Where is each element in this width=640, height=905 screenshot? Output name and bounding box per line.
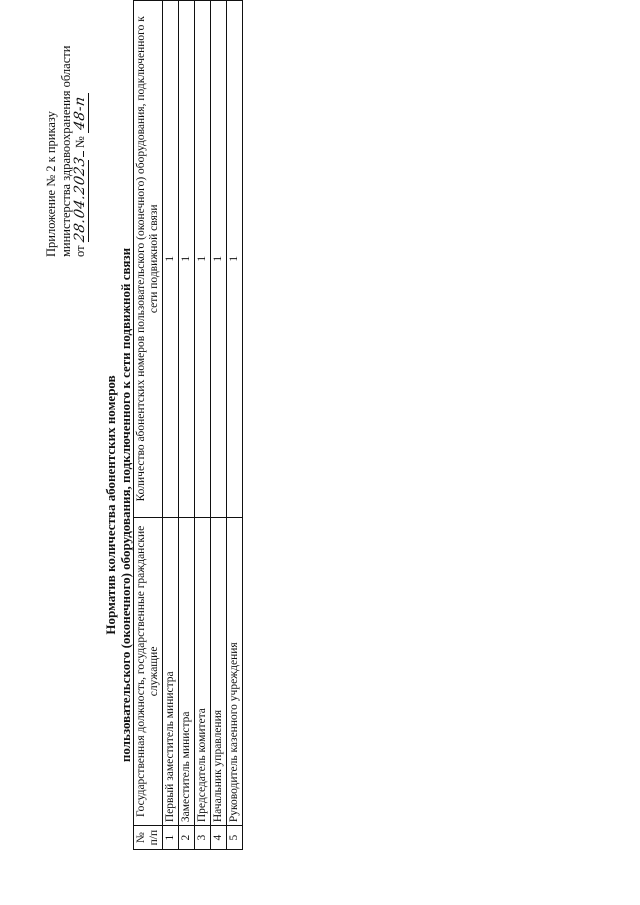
table-row [179,1,195,850]
table-row [195,1,211,850]
date-underline-gap [83,151,84,157]
norms-table [133,0,243,850]
row-quantity: 1 [195,1,211,518]
row-position: Руководитель казенного учреждения [227,517,243,826]
row-position: Заместитель министра [179,517,195,826]
row-number: 1 [163,826,179,850]
table-row [211,1,227,850]
table-header-row [134,1,163,850]
annex-date-line [73,46,89,257]
number-prefix: № [73,136,87,149]
row-number: 5 [227,826,243,850]
header-position: Государственная должность, государственные гражданские служащие [134,517,163,826]
table-row [227,1,243,850]
row-quantity: 1 [211,1,227,518]
annex-line-2: министерства здравоохранения области [58,45,73,257]
date-prefix: от [73,245,87,257]
date-handwritten: 28.04.2023 [72,155,88,244]
number-handwritten: 48-п [72,94,88,132]
document-title [103,225,133,785]
row-position: Начальник управления [211,517,227,826]
row-quantity: 1 [227,1,243,518]
row-number: 4 [211,826,227,850]
header-number: № п/п [134,826,163,850]
row-position: Первый заместитель министра [163,517,179,826]
annex-header [44,46,89,257]
number-field [73,93,89,133]
title-line-2: пользовательского (оконечного) оборудования, подключенного к сети подвижной связи [118,247,133,763]
title-line-1: Норматив количества абонентских номеров [103,375,118,635]
row-position: Председатель комитета [195,517,211,826]
row-quantity: 1 [163,1,179,518]
date-field [72,155,89,244]
row-number: 3 [195,826,211,850]
row-number: 2 [179,826,195,850]
row-quantity: 1 [179,1,195,518]
annex-line-1: Приложение № 2 к приказу [44,111,58,257]
table-row [163,1,179,850]
header-quantity: Количество абонентских номеров пользовательского (оконечного) оборудования, подключенного к сети подвижной связи [134,1,163,518]
